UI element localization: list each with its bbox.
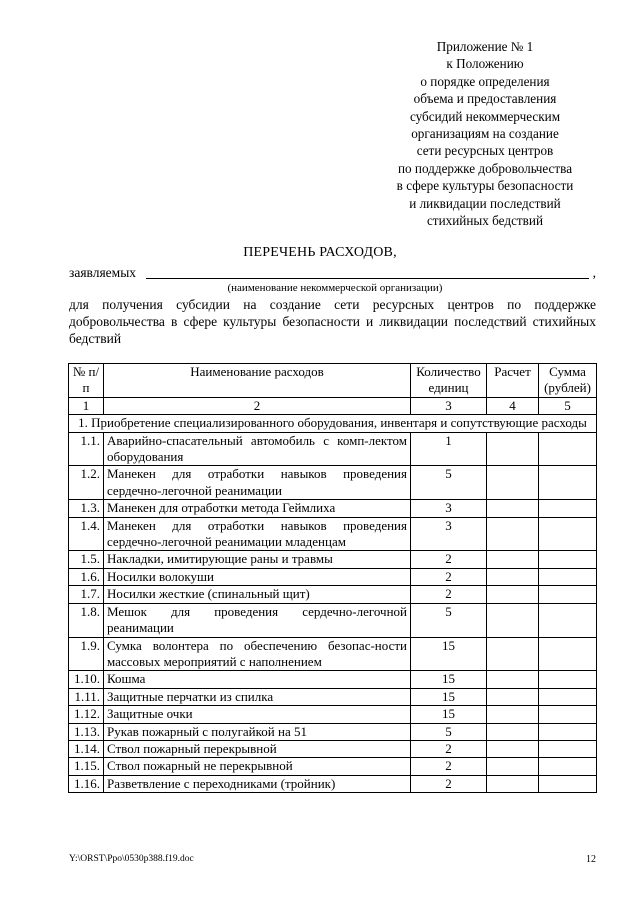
table-row — [69, 671, 597, 688]
table-row — [69, 775, 597, 792]
organization-blank-line — [146, 278, 589, 279]
row-quantity: 15 — [411, 706, 487, 723]
table-header-row — [69, 364, 597, 398]
row-name: Мешок для проведения сердечно-легочной реанимации — [104, 603, 411, 637]
row-number: 1.2. — [69, 466, 104, 500]
appendix-line: стихийных бедствий — [426, 213, 544, 229]
row-quantity: 3 — [411, 500, 487, 517]
row-calc — [487, 586, 539, 603]
row-sum — [539, 466, 597, 500]
row-sum — [539, 586, 597, 603]
row-quantity: 2 — [411, 551, 487, 568]
appendix-line: объема и предоставления — [413, 91, 557, 107]
table-row — [69, 603, 597, 637]
row-sum — [539, 517, 597, 551]
footer-page-number: 12 — [586, 854, 596, 865]
appendix-line: и ликвидации последствий — [409, 195, 561, 211]
appendix-line: по поддержке добровольчества — [397, 160, 573, 176]
row-name: Аварийно-спасательный автомобиль с комп-лектом оборудования — [104, 432, 411, 466]
row-quantity: 5 — [411, 466, 487, 500]
row-number: 1.12. — [69, 706, 104, 723]
appendix-line: организациям на создание — [411, 126, 559, 142]
row-calc — [487, 723, 539, 740]
row-name: Ствол пожарный не перекрывной — [104, 758, 411, 775]
row-calc — [487, 637, 539, 671]
row-name: Рукав пожарный с полугайкой на 51 — [104, 723, 411, 740]
row-calc — [487, 517, 539, 551]
row-name: Манекен для отработки навыков проведения сердечно-легочной реанимации — [104, 466, 411, 500]
column-number: 5 — [539, 397, 597, 414]
column-number: 3 — [411, 397, 487, 414]
row-calc — [487, 432, 539, 466]
header-sum: Сумма (рублей) — [539, 364, 597, 398]
appendix-line: субсидий некоммерческим — [409, 108, 561, 124]
row-quantity: 2 — [411, 568, 487, 585]
row-number: 1.16. — [69, 775, 104, 792]
row-quantity: 15 — [411, 637, 487, 671]
table-row — [69, 723, 597, 740]
row-sum — [539, 500, 597, 517]
row-name: Накладки, имитирующие раны и травмы — [104, 551, 411, 568]
row-name: Защитные очки — [104, 706, 411, 723]
table-row — [69, 517, 597, 551]
appendix-header — [380, 38, 590, 229]
row-calc — [487, 775, 539, 792]
row-calc — [487, 551, 539, 568]
row-calc — [487, 500, 539, 517]
header-quantity: Количество единиц — [411, 364, 487, 398]
row-number: 1.13. — [69, 723, 104, 740]
row-sum — [539, 723, 597, 740]
row-sum — [539, 637, 597, 671]
declared-comma: , — [592, 265, 596, 280]
row-sum — [539, 688, 597, 705]
header-calc: Расчет — [487, 364, 539, 398]
appendix-line: сети ресурсных центров — [416, 143, 554, 159]
row-name: Сумка волонтера по обеспечению безопас-ности массовых мероприятий с наполнением — [104, 637, 411, 671]
appendix-line: Приложение № 1 — [436, 39, 534, 54]
row-quantity: 15 — [411, 688, 487, 705]
row-number: 1.5. — [69, 551, 104, 568]
table-row — [69, 758, 597, 775]
row-name: Ствол пожарный перекрывной — [104, 740, 411, 757]
table-row — [69, 551, 597, 568]
table-row — [69, 586, 597, 603]
declared-line — [69, 264, 599, 281]
row-sum — [539, 432, 597, 466]
organization-caption: (наименование некоммерческой организации) — [227, 282, 443, 294]
row-sum — [539, 671, 597, 688]
row-quantity: 1 — [411, 432, 487, 466]
row-calc — [487, 568, 539, 585]
row-quantity: 3 — [411, 517, 487, 551]
row-name: Защитные перчатки из спилка — [104, 688, 411, 705]
row-number: 1.3. — [69, 500, 104, 517]
appendix-line: о порядке определения — [420, 73, 550, 89]
row-calc — [487, 706, 539, 723]
row-sum — [539, 775, 597, 792]
row-quantity: 2 — [411, 758, 487, 775]
row-name: Носилки жесткие (спинальный щит) — [104, 586, 411, 603]
row-quantity: 2 — [411, 740, 487, 757]
header-name: Наименование расходов — [104, 364, 411, 398]
declared-label: заявляемых — [69, 265, 137, 280]
row-quantity: 15 — [411, 671, 487, 688]
row-number: 1.15. — [69, 758, 104, 775]
row-calc — [487, 671, 539, 688]
row-calc — [487, 740, 539, 757]
row-calc — [487, 758, 539, 775]
footer-file-path: Y:\ORST\Ppo\0530p388.f19.doc — [69, 854, 194, 864]
expenses-table — [68, 363, 597, 793]
row-sum — [539, 603, 597, 637]
row-number: 1.6. — [69, 568, 104, 585]
table-row — [69, 568, 597, 585]
table-row — [69, 637, 597, 671]
document-title: ПЕРЕЧЕНЬ РАСХОДОВ, — [243, 245, 397, 260]
row-quantity: 2 — [411, 775, 487, 792]
row-number: 1.4. — [69, 517, 104, 551]
column-number: 1 — [69, 397, 104, 414]
row-sum — [539, 551, 597, 568]
table-row — [69, 500, 597, 517]
row-quantity: 5 — [411, 723, 487, 740]
row-number: 1.1. — [69, 432, 104, 466]
row-calc — [487, 688, 539, 705]
row-number: 1.9. — [69, 637, 104, 671]
table-row — [69, 740, 597, 757]
header-number: № п/п — [69, 364, 104, 398]
row-calc — [487, 603, 539, 637]
row-number: 1.11. — [69, 688, 104, 705]
row-sum — [539, 758, 597, 775]
appendix-line: в сфере культуры безопасности — [396, 178, 574, 194]
section-title: 1. Приобретение специализированного оборудования, инвентаря и сопутствующие расходы — [69, 415, 597, 432]
table-row — [69, 706, 597, 723]
row-name: Разветвление с переходниками (тройник) — [104, 775, 411, 792]
row-sum — [539, 706, 597, 723]
row-name: Носилки волокуши — [104, 568, 411, 585]
table-row — [69, 688, 597, 705]
row-quantity: 2 — [411, 586, 487, 603]
column-number: 2 — [104, 397, 411, 414]
column-number-row — [69, 397, 597, 414]
table-row — [69, 432, 597, 466]
row-calc — [487, 466, 539, 500]
appendix-line: к Положению — [446, 56, 524, 72]
row-number: 1.10. — [69, 671, 104, 688]
row-quantity: 5 — [411, 603, 487, 637]
row-name: Манекен для отработки навыков проведения сердечно-легочной реанимации младенцам — [104, 517, 411, 551]
table-row — [69, 466, 597, 500]
row-name: Манекен для отработки метода Геймлиха — [104, 500, 411, 517]
purpose-text: для получения субсидии на создание сети ресурсных центров по поддержке добровольчества в сфере культуры безопасности и ликвидации последствий стихийных бедствий — [69, 297, 596, 347]
row-sum — [539, 740, 597, 757]
column-number: 4 — [487, 397, 539, 414]
row-name: Кошма — [104, 671, 411, 688]
row-number: 1.7. — [69, 586, 104, 603]
row-number: 1.14. — [69, 740, 104, 757]
section-row — [69, 415, 597, 432]
row-sum — [539, 568, 597, 585]
row-number: 1.8. — [69, 603, 104, 637]
